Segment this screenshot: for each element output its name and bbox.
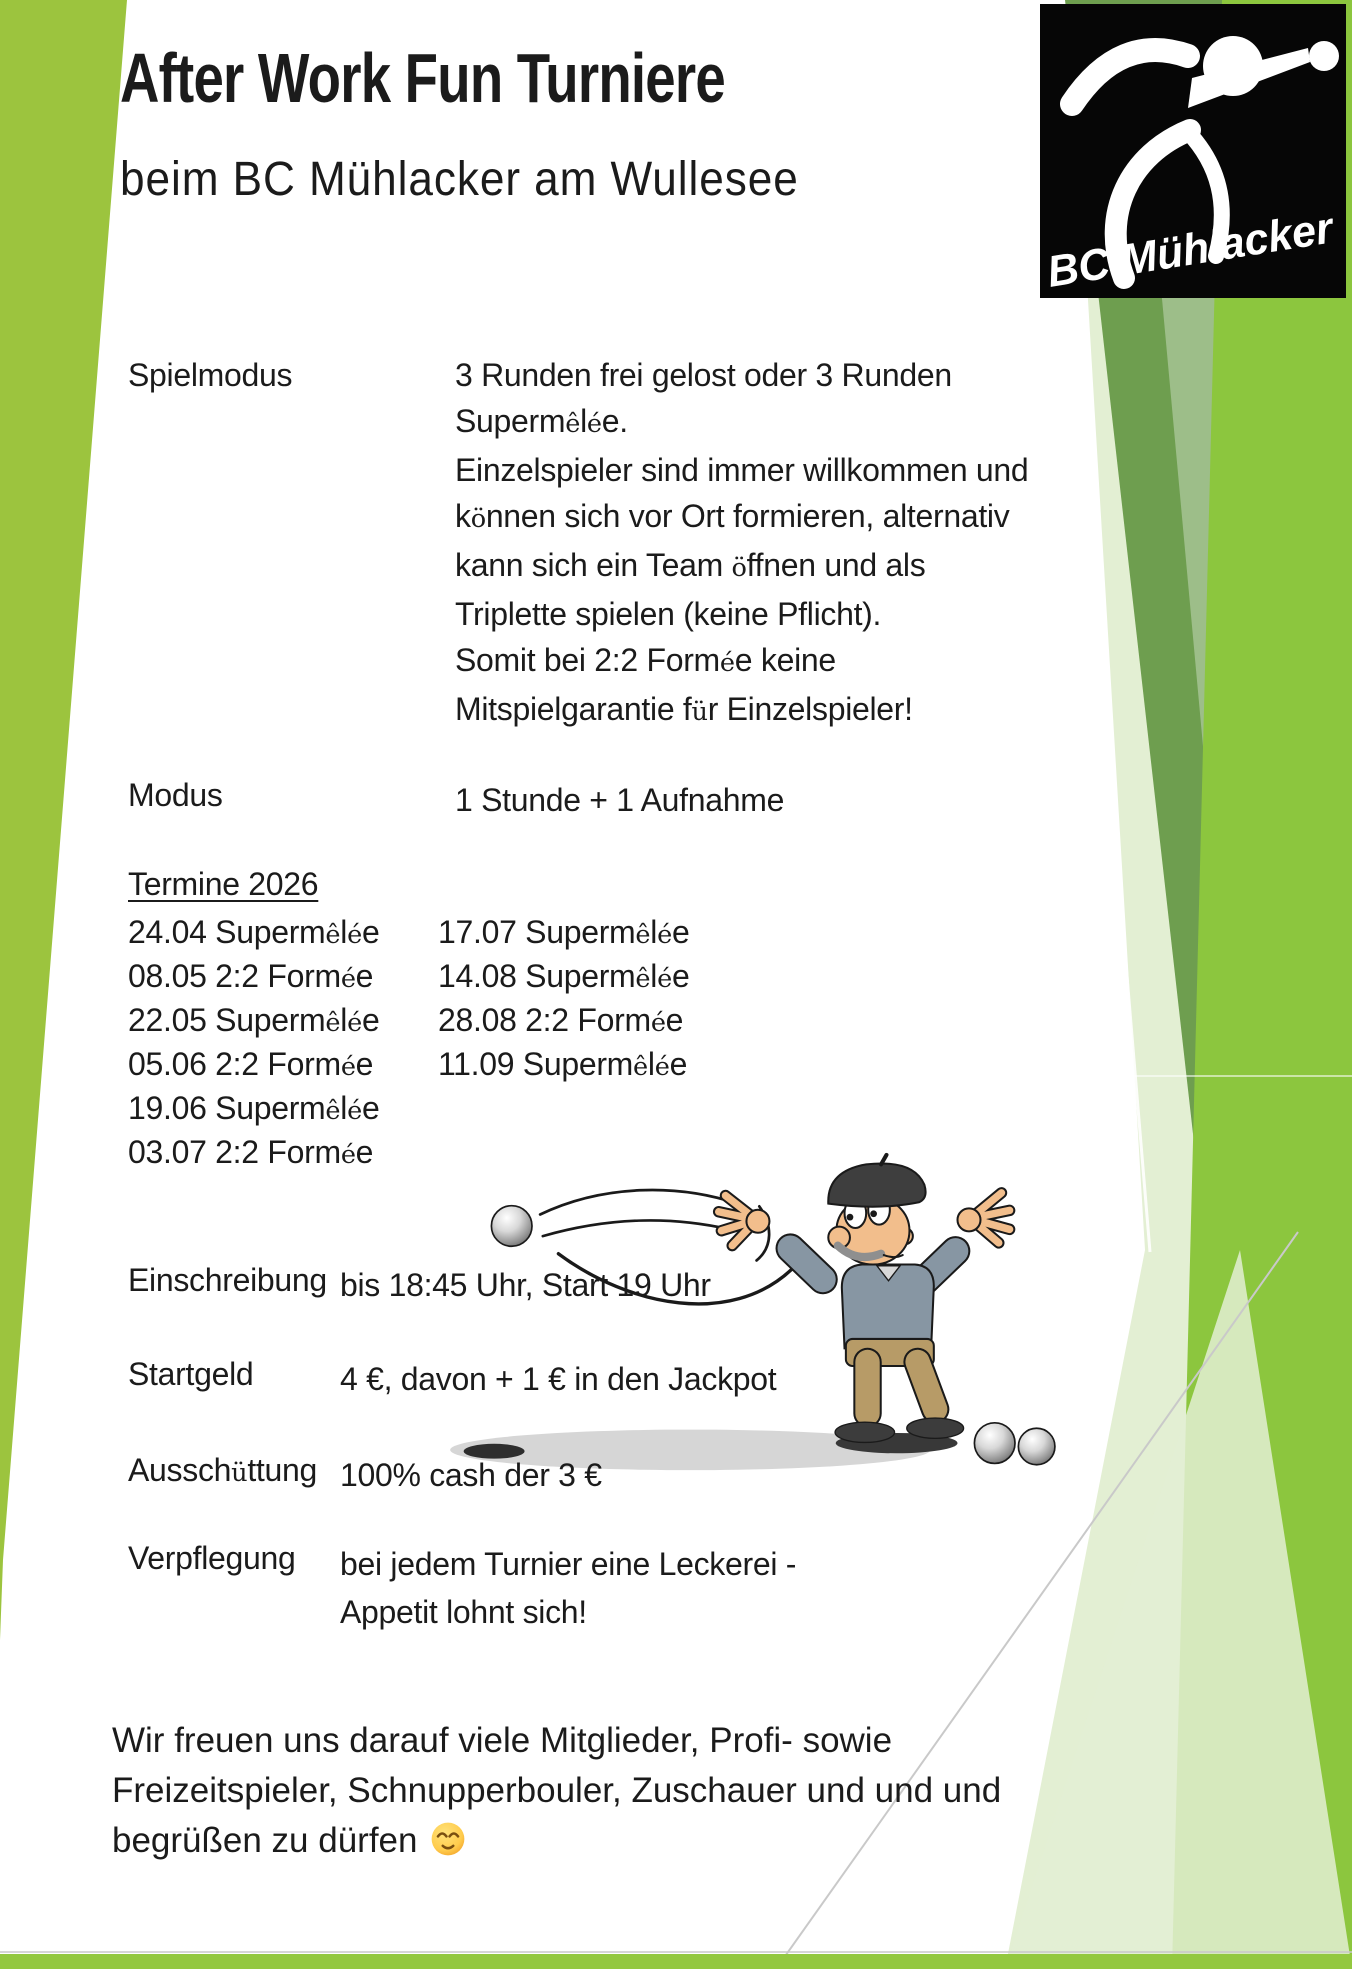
termine-item: 22.05 Supermêlée	[128, 1002, 380, 1038]
text-line: Einzelspieler sind immer willkommen und	[455, 452, 1029, 488]
ground-boule	[974, 1423, 1015, 1464]
petanque-player-icon	[1040, 4, 1346, 298]
text-line: Appetit lohnt sich!	[340, 1594, 587, 1630]
termine-item: 14.08 Supermêlée	[438, 958, 690, 994]
termine-heading: Termine 2026	[128, 866, 319, 902]
label-startgeld: Startgeld	[128, 1356, 254, 1392]
text-line: 1 Stunde + 1 Aufnahme	[455, 782, 785, 818]
flyer-subtitle: beim BC Mühlacker am Wullesee	[120, 153, 799, 206]
termine-item: 11.09 Supermêlée	[438, 1046, 688, 1082]
text-line: kann sich ein Team öffnen und als	[455, 547, 926, 583]
thrown-boule	[491, 1206, 532, 1247]
text-line: bei jedem Turnier eine Leckerei -	[340, 1546, 797, 1582]
text-line: Somit bei 2:2 Formée keine	[455, 642, 836, 678]
text-line: Mitspielgarantie für Einzelspieler!	[455, 691, 913, 727]
label-verpflegung: Verpflegung	[128, 1540, 296, 1576]
termine-item: 24.04 Supermêlée	[128, 914, 380, 950]
value-ausschuettung: 100% cash der 3 €	[340, 1457, 602, 1493]
footer-text	[112, 1716, 1001, 1866]
left-hand	[719, 1196, 770, 1246]
club-name-text: BC Mühlacker	[1043, 202, 1342, 297]
termine-column-left	[128, 912, 379, 1176]
label-spielmodus: Spielmodus	[128, 357, 293, 393]
right-hand	[958, 1193, 1010, 1243]
termine-item: 05.06 2:2 Formée	[128, 1046, 374, 1082]
player-head	[828, 1155, 925, 1265]
termine-item: 08.05 2:2 Formée	[128, 958, 374, 994]
text-line: 3 Runden frei gelost oder 3 Runden	[455, 357, 952, 393]
label-einschreibung: Einschreibung	[128, 1262, 327, 1298]
termine-item: 28.08 2:2 Formée	[438, 1002, 684, 1038]
club-logo	[1040, 4, 1346, 298]
text-line: Triplette spielen (keine Pflicht).	[455, 596, 882, 632]
footer-line	[112, 1816, 1001, 1866]
text-line: Supermêlée.	[455, 403, 628, 439]
footer-line-text: begrüßen zu dürfen	[112, 1821, 418, 1860]
text-line: können sich vor Ort formieren, alternativ	[455, 498, 1010, 534]
termine-item: 19.06 Supermêlée	[128, 1090, 380, 1126]
footer-line: Wir freuen uns darauf viele Mitglieder, Profi- sowie	[112, 1721, 893, 1760]
beret	[828, 1163, 925, 1206]
termine-item: 17.07 Supermêlée	[438, 914, 690, 950]
value-startgeld: 4 €, davon + 1 € in den Jackpot	[340, 1361, 777, 1397]
label-ausschuettung: Ausschüttung	[128, 1452, 318, 1488]
relieved-face-emoji-icon	[429, 1820, 467, 1858]
value-spielmodus	[455, 352, 1028, 735]
ground-boule	[1018, 1428, 1055, 1465]
termine-column-right	[438, 912, 689, 1088]
value-einschreibung: bis 18:45 Uhr, Start 19 Uhr	[340, 1267, 711, 1303]
flyer-title: After Work Fun Turniere	[120, 39, 725, 117]
value-verpflegung	[340, 1540, 796, 1636]
termine-item: 03.07 2:2 Formée	[128, 1134, 374, 1170]
value-modus	[455, 777, 784, 823]
label-modus: Modus	[128, 777, 223, 813]
footer-line: Freizeitspieler, Schnupperbouler, Zuschauer und und und	[112, 1771, 1002, 1810]
